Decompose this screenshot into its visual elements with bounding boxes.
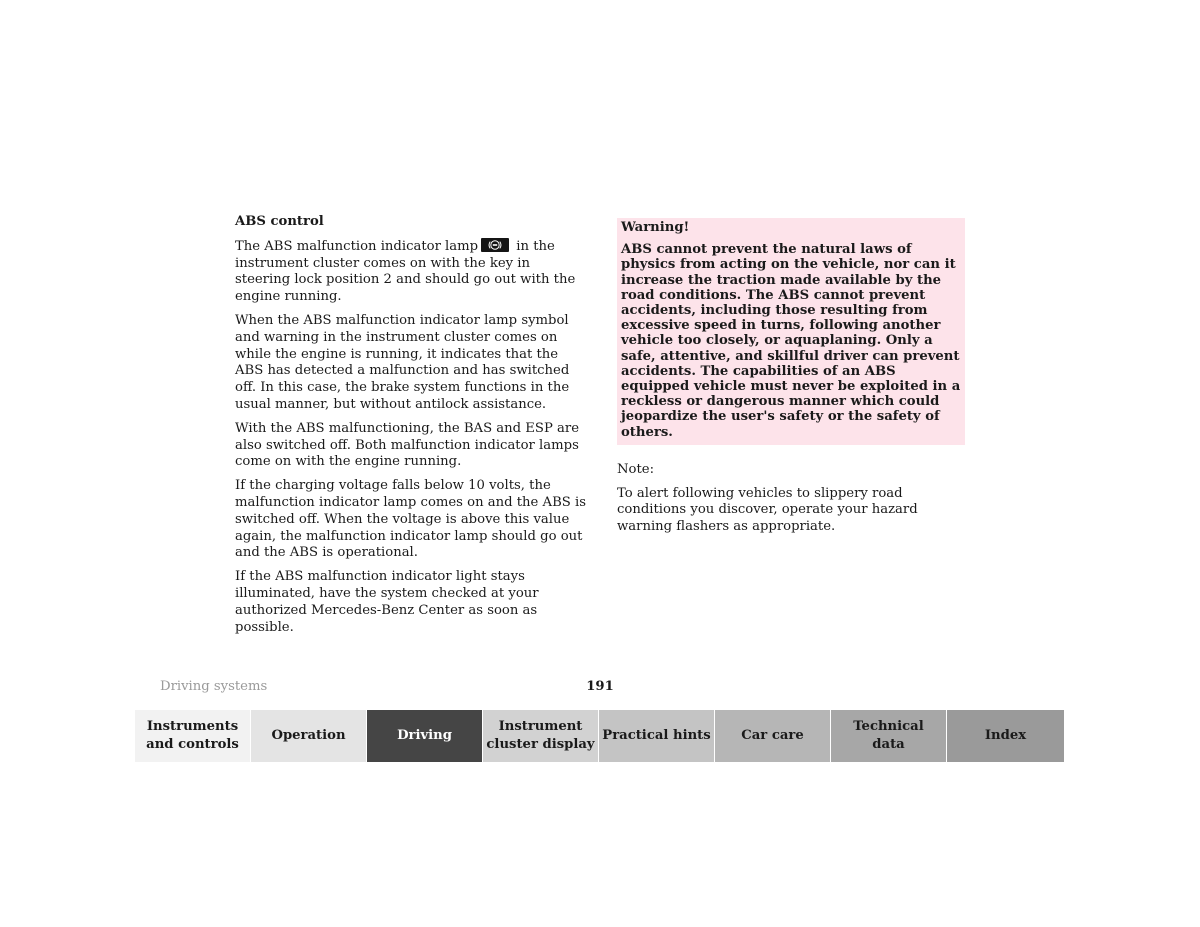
paragraph-charging-voltage: If the charging voltage falls below 10 volts, the malfunction indicator lamp comes on and the ABS is switched off. When the voltage is above this value again, the malfunction indicator lamp should go out and the ABS is operational.: [235, 478, 586, 561]
footer-section-title: Driving systems: [160, 679, 268, 694]
right-column: [617, 218, 965, 536]
section-heading: ABS control: [235, 214, 324, 229]
paragraph-abs-lamp: [235, 238, 587, 306]
tab-car-care[interactable]: Car care: [715, 710, 831, 762]
paragraph-bas-esp: With the ABS malfunctioning, the BAS and ESP are also switched off. Both malfunction indicator lamps come on with the engine running.: [235, 420, 579, 470]
tab-technical-data[interactable]: Technical data: [831, 710, 947, 762]
paragraph-abs-lamp-text-start: The ABS malfunction indicator lamp: [235, 238, 479, 254]
tab-driving[interactable]: Driving: [367, 710, 483, 762]
warning-text: ABS cannot prevent the natural laws of physics from acting on the vehicle, nor can it increase the traction made available by the road conditions. The ABS cannot prevent accidents, including those resulting from excessive speed in turns, following another vehicle too closely, or aquaplaning. Only a safe, attentive, and skillful driver can prevent accidents. The capabilities of an ABS equipped vehicle must never be exploited in a reckless or dangerous manner which could jeopardize the user's safety or the safety of others.: [621, 242, 961, 440]
page-number: 191: [586, 679, 614, 694]
warning-title: Warning!: [621, 220, 690, 235]
chapter-tab-bar: [135, 710, 1064, 762]
tab-practical-hints[interactable]: Practical hints: [599, 710, 715, 762]
tab-instrument-cluster-display[interactable]: Instrument cluster display: [483, 710, 599, 762]
tab-index[interactable]: Index: [947, 710, 1064, 762]
paragraph-malfunction: When the ABS malfunction indicator lamp symbol and warning in the instrument cluster comes on while the engine is running, it indicates that the ABS has detected a malfunction and has switched off. In this case, the brake system functions in the usual manner, but without antilock assistance.: [235, 312, 570, 412]
note-label: Note:: [617, 461, 655, 477]
tab-instruments-and-controls[interactable]: Instruments and controls: [135, 710, 251, 762]
tab-operation[interactable]: Operation: [251, 710, 367, 762]
paragraph-abs-lamp-text-end: in the instrument cluster comes on with the key in steering lock position 2 and should go out with the engine running.: [235, 238, 576, 305]
left-column: [235, 214, 587, 643]
warning-box: [617, 218, 965, 445]
note-text: To alert following vehicles to slippery road conditions you discover, operate your hazard warning flashers as appropriate.: [617, 485, 918, 535]
abs-lamp-icon: [481, 238, 509, 252]
paragraph-service: If the ABS malfunction indicator light stays illuminated, have the system checked at your authorized Mercedes-Benz Center as soon as possible.: [235, 569, 539, 635]
